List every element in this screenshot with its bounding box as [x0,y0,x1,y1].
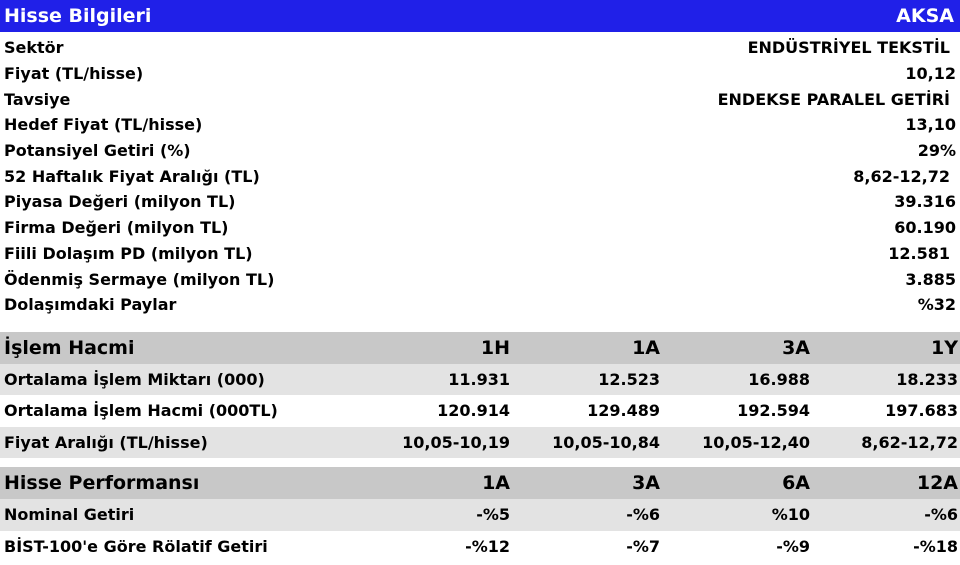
cell: -%7 [626,536,660,556]
info-row-sector [0,35,960,61]
info-label: Potansiyel Getiri (%) [4,141,191,161]
info-row-52w-range [0,163,960,189]
info-label: Dolaşımdaki Paylar [4,295,177,315]
info-value: 8,62-12,72 [853,166,950,186]
cell: -%18 [913,536,958,556]
info-row-price [0,61,960,87]
info-value: 60.190 [894,218,956,238]
info-label: Tavsiye [4,89,71,109]
cell: -%6 [512,499,662,531]
info-label: Firma Değeri (milyon TL) [4,218,229,238]
stock-performance-header [0,467,960,499]
cell: 11.931 [364,364,512,396]
table-row [0,364,960,396]
stock-performance-table [0,467,960,562]
cell: 192.594 [737,401,810,421]
cell: 18.233 [812,364,960,396]
row-label: Ortalama İşlem Hacmi (000TL) [4,401,278,421]
header-bar [0,0,960,32]
cell: -%12 [465,536,510,556]
row-label: Ortalama İşlem Miktarı (000) [0,364,364,396]
column-header: 1Y [812,332,960,364]
info-value: 13,10 [905,115,956,135]
info-row-enterprise-value [0,215,960,241]
info-row-potential-return [0,138,960,164]
column-header: 12A [812,467,960,499]
info-value: ENDÜSTRİYEL TEKSTİL [747,38,950,58]
table-row [0,395,960,427]
info-row-market-cap [0,189,960,215]
header-ticker: AKSA [896,5,954,27]
cell: 120.914 [437,401,510,421]
cell: -%9 [776,536,810,556]
stock-info-list [0,32,960,318]
cell: 16.988 [662,364,812,396]
row-label: BİST-100'e Göre Rölatif Getiri [4,536,268,556]
info-row-target-price [0,112,960,138]
cell: -%6 [812,499,960,531]
column-header: 1A [512,332,662,364]
cell: 12.523 [512,364,662,396]
info-row-free-float [0,292,960,318]
cell: 8,62-12,72 [812,427,960,459]
table-row [0,427,960,459]
info-label: Sektör [4,38,64,58]
row-label: Nominal Getiri [0,499,364,531]
info-value: ENDEKSE PARALEL GETİRİ [717,89,950,109]
table-row [0,499,960,531]
cell: 197.683 [885,401,958,421]
cell: 129.489 [587,401,660,421]
cell: -%5 [364,499,512,531]
column-header: 6A [662,467,812,499]
info-value: 12.581 [888,243,950,263]
column-header: 3A [512,467,662,499]
info-row-recommendation [0,86,960,112]
info-row-free-float-mcap [0,241,960,267]
info-row-paid-in-capital [0,266,960,292]
info-value: %32 [917,295,956,315]
section-title: Hisse Performansı [0,467,364,499]
info-label: Fiyat (TL/hisse) [4,64,144,84]
info-label: Piyasa Değeri (milyon TL) [4,192,236,212]
info-label: Fiili Dolaşım PD (milyon TL) [4,243,253,263]
info-value: 29% [917,141,956,161]
cell: 10,05-10,84 [512,427,662,459]
cell: 10,05-10,19 [364,427,512,459]
info-value: 39.316 [894,192,956,212]
column-header: 1H [364,332,512,364]
trading-volume-table [0,332,960,459]
column-header: 1A [364,467,512,499]
info-value: 3.885 [905,269,956,289]
info-label: Hedef Fiyat (TL/hisse) [4,115,203,135]
trading-volume-header [0,332,960,364]
info-label: 52 Haftalık Fiyat Aralığı (TL) [4,166,260,186]
info-value: 10,12 [905,64,956,84]
cell: %10 [662,499,812,531]
info-label: Ödenmiş Sermaye (milyon TL) [4,269,275,289]
section-title: İşlem Hacmi [0,332,364,364]
row-label: Fiyat Aralığı (TL/hisse) [0,427,364,459]
cell: 10,05-12,40 [662,427,812,459]
column-header: 3A [662,332,812,364]
header-title: Hisse Bilgileri [4,5,152,27]
table-row [0,531,960,563]
